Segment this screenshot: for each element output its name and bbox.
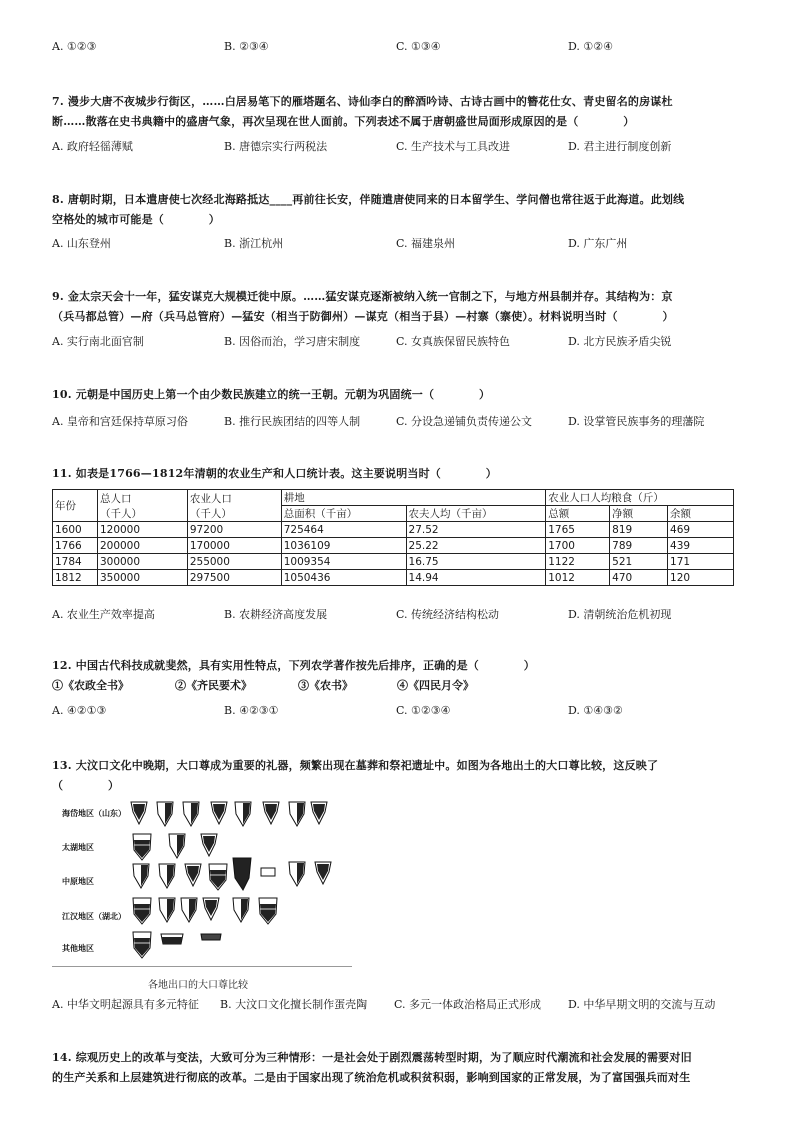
table-row: 1784 300000 255000 1009354 16.75 1122 521 171 [53, 554, 734, 570]
q12-option-b: B. ④②③① [224, 704, 279, 717]
book-2: ②《齐民要术》 [175, 679, 252, 692]
q7-option-d: D. 君主进行制度创新 [568, 140, 672, 153]
vessel-zhongyuan-2 [159, 864, 175, 888]
header-grain-net: 净额 [610, 506, 668, 522]
q11-option-d: D. 清朝统治危机初现 [568, 608, 672, 621]
question-12-line-1: 12. 中国古代科技成就斐然，具有实用性特点，下列农学著作按先后排序，正确的是（ ） [52, 659, 535, 672]
book-4: ④《四民月令》 [397, 679, 474, 692]
question-13 [52, 756, 742, 796]
vessel-jianghan-6 [259, 898, 277, 924]
vessel-haidai-5 [235, 802, 251, 826]
table-row: 1600 120000 97200 725464 27.52 1765 819 469 [53, 522, 734, 538]
vessel-zhongyuan-5 [233, 858, 251, 890]
q13-options [52, 996, 752, 1012]
vessel-other-1 [133, 932, 151, 958]
q13-option-c: C. 多元一体政治格局正式形成 [394, 998, 542, 1011]
vessel-jianghan-3 [181, 898, 197, 922]
question-8-line-2: 空格处的城市可能是（ ） [52, 213, 220, 226]
vessel-jianghan-2 [159, 898, 175, 922]
vessel-taihu-2 [169, 834, 185, 858]
q7-options [52, 138, 752, 154]
vessel-taihu-1 [133, 834, 151, 860]
q6-option-b: B. ②③④ [224, 40, 269, 53]
q10-options [52, 413, 752, 429]
q6-option-a: A. ①②③ [52, 40, 97, 53]
question-11 [52, 464, 742, 484]
question-14 [52, 1048, 742, 1088]
question-8-line-1: 8. 唐朝时期，日本遣唐使七次经北海路抵达____再前往长安，伴随遣唐使同来的日本留学生、学问僧也常往返于此海道。此划线 [52, 193, 685, 206]
header-grain-per-capita: 农业人口人均粮食（斤） [546, 490, 734, 506]
q7-option-b: B. 唐德宗实行两税法 [224, 140, 328, 153]
q8-option-b: B. 浙江杭州 [224, 237, 284, 250]
header-agricultural-population: 农业人口 （千人） [187, 490, 281, 522]
header-grain-total: 总额 [546, 506, 610, 522]
q7-option-a: A. 政府轻徭薄赋 [52, 140, 133, 153]
q11-options [52, 606, 752, 622]
q10-option-c: C. 分设急递铺负责传递公文 [396, 415, 533, 428]
question-7-line-2: 断……散落在史书典籍中的盛唐气象，再次呈现在世人面前。下列表述不属于唐朝盛世局面形成原因的是（ ） [52, 115, 635, 128]
question-13-line-1: 13. 大汶口文化中晚期，大口尊成为重要的礼器，频繁出现在墓葬和祭祀遗址中。如图为各地出土的大口尊比较，这反映了 [52, 759, 659, 772]
vessel-zhongyuan-3 [185, 864, 201, 886]
vessel-jianghan-4 [203, 898, 219, 920]
vessel-other-3 [201, 934, 221, 940]
vessel-haidai-7 [289, 802, 305, 826]
vessel-haidai-6 [263, 802, 279, 824]
q13-option-a: A. 中华文明起源具有多元特征 [52, 998, 199, 1011]
question-14-line-2: 的生产关系和上层建筑进行彻底的改革。二是由于国家出现了统治危机或积贫积弱，影响到国家的正常发展，为了富国强兵而对生 [52, 1071, 691, 1084]
figure-caption: 各地出口的大口尊比较 [148, 980, 248, 991]
question-11-line-1: 11. 如表是1766—1812年清朝的农业生产和人口统计表。这主要说明当时（ ） [52, 467, 497, 480]
q12-option-c: C. ①②③④ [396, 704, 451, 717]
vessel-comparison-figure [125, 798, 335, 968]
vessel-zhongyuan-4 [209, 864, 227, 890]
q9-option-d: D. 北方民族矛盾尖锐 [568, 335, 672, 348]
q9-option-b: B. 因俗而治，学习唐宋制度 [224, 335, 361, 348]
table-row: 1766 200000 170000 1036109 25.22 1700 789 439 [53, 538, 734, 554]
q11-option-b: B. 农耕经济高度发展 [224, 608, 328, 621]
q11-option-c: C. 传统经济结构松动 [396, 608, 500, 621]
question-12 [52, 656, 742, 676]
question-7 [52, 92, 742, 132]
book-1: ①《农政全书》 [52, 679, 129, 692]
q9-options [52, 333, 752, 349]
region-label-haidai: 海岱地区（山东） [62, 809, 126, 818]
region-label-other: 其他地区 [62, 944, 94, 953]
header-grain-surplus: 余额 [668, 506, 734, 522]
q10-option-b: B. 推行民族团结的四等人制 [224, 415, 361, 428]
q7-option-c: C. 生产技术与工具改进 [396, 140, 511, 153]
q6-options [52, 40, 752, 56]
header-farmland: 耕地 [281, 490, 546, 506]
q10-option-a: A. 皇帝和宫廷保持草原习俗 [52, 415, 188, 428]
question-13-line-2: （ ） [52, 779, 120, 792]
book-3: ③《农书》 [298, 679, 353, 692]
q9-option-a: A. 实行南北面官制 [52, 335, 144, 348]
header-total-population: 总人口 （千人） [97, 490, 187, 522]
q13-option-d: D. 中华早期文明的交流与互动 [568, 998, 716, 1011]
question-8 [52, 190, 742, 230]
q10-option-d: D. 设掌管民族事务的理藩院 [568, 415, 705, 428]
q6-option-c: C. ①③④ [396, 40, 441, 53]
vessel-other-2 [161, 934, 183, 944]
q8-option-d: D. 广东广州 [568, 237, 628, 250]
vessel-zhongyuan-8 [315, 862, 331, 884]
vessel-zhongyuan-1 [133, 864, 149, 888]
q12-option-d: D. ①④③② [568, 704, 623, 717]
q8-options [52, 235, 752, 251]
vessel-haidai-3 [183, 802, 199, 826]
vessel-haidai-8 [311, 802, 327, 824]
q12-option-a: A. ④②①③ [52, 704, 107, 717]
vessel-jianghan-5 [233, 898, 249, 922]
question-9 [52, 287, 742, 327]
question-9-line-2: （兵马都总管）—府（兵马总管府）—猛安（相当于防御州）—谋克（相当于县）—村寨（寨使）。材料说明当时（ ） [52, 310, 674, 323]
vessel-zhongyuan-7 [289, 862, 305, 886]
q8-option-c: C. 福建泉州 [396, 237, 456, 250]
agriculture-population-table [52, 489, 734, 586]
region-label-zhongyuan: 中原地区 [62, 877, 94, 886]
vessel-haidai-1 [131, 802, 147, 824]
q11-option-a: A. 农业生产效率提高 [52, 608, 155, 621]
region-label-taihu: 太湖地区 [62, 843, 94, 852]
q12-options [52, 704, 752, 720]
question-14-line-1: 14. 综观历史上的改革与变法，大致可分为三种情形：一是社会处于剧烈震荡转型时期，为了顺应时代潮流和社会发展的需要对旧 [52, 1051, 692, 1064]
vessel-haidai-2 [157, 802, 173, 826]
question-10-line-1: 10. 元朝是中国历史上第一个由少数民族建立的统一王朝。元朝为巩固统一（ ） [52, 388, 491, 401]
table-row: 1812 350000 297500 1050436 14.94 1012 470 120 [53, 570, 734, 586]
figure-divider [52, 966, 352, 967]
question-9-line-1: 9. 金太宗天会十一年，猛安谋克大规模迁徙中原。……猛安谋克逐渐被纳入统一官制之下，与地方州县制并存。其结构为：京 [52, 290, 673, 303]
q13-option-b: B. 大汶口文化擅长制作蛋壳陶 [220, 998, 368, 1011]
vessel-haidai-4 [211, 802, 227, 824]
question-10 [52, 385, 742, 405]
q9-option-c: C. 女真族保留民族特色 [396, 335, 511, 348]
header-land-total: 总面积（千亩） [281, 506, 406, 522]
q6-option-d: D. ①②④ [568, 40, 614, 53]
q8-option-a: A. 山东登州 [52, 237, 111, 250]
header-year: 年份 [53, 490, 98, 522]
region-label-jianghan: 江汉地区（湖北） [62, 912, 126, 921]
vessel-zhongyuan-6 [261, 868, 275, 876]
question-7-line-1: 7. 漫步大唐不夜城步行街区，……白居易笔下的雁塔题名、诗仙李白的醉酒吟诗、古诗古画中的簪花仕女、青史留名的房谋杜 [52, 95, 673, 108]
vessel-taihu-3 [201, 834, 217, 856]
header-land-per-farmer: 农夫人均（千亩） [406, 506, 546, 522]
vessel-jianghan-1 [133, 898, 151, 924]
